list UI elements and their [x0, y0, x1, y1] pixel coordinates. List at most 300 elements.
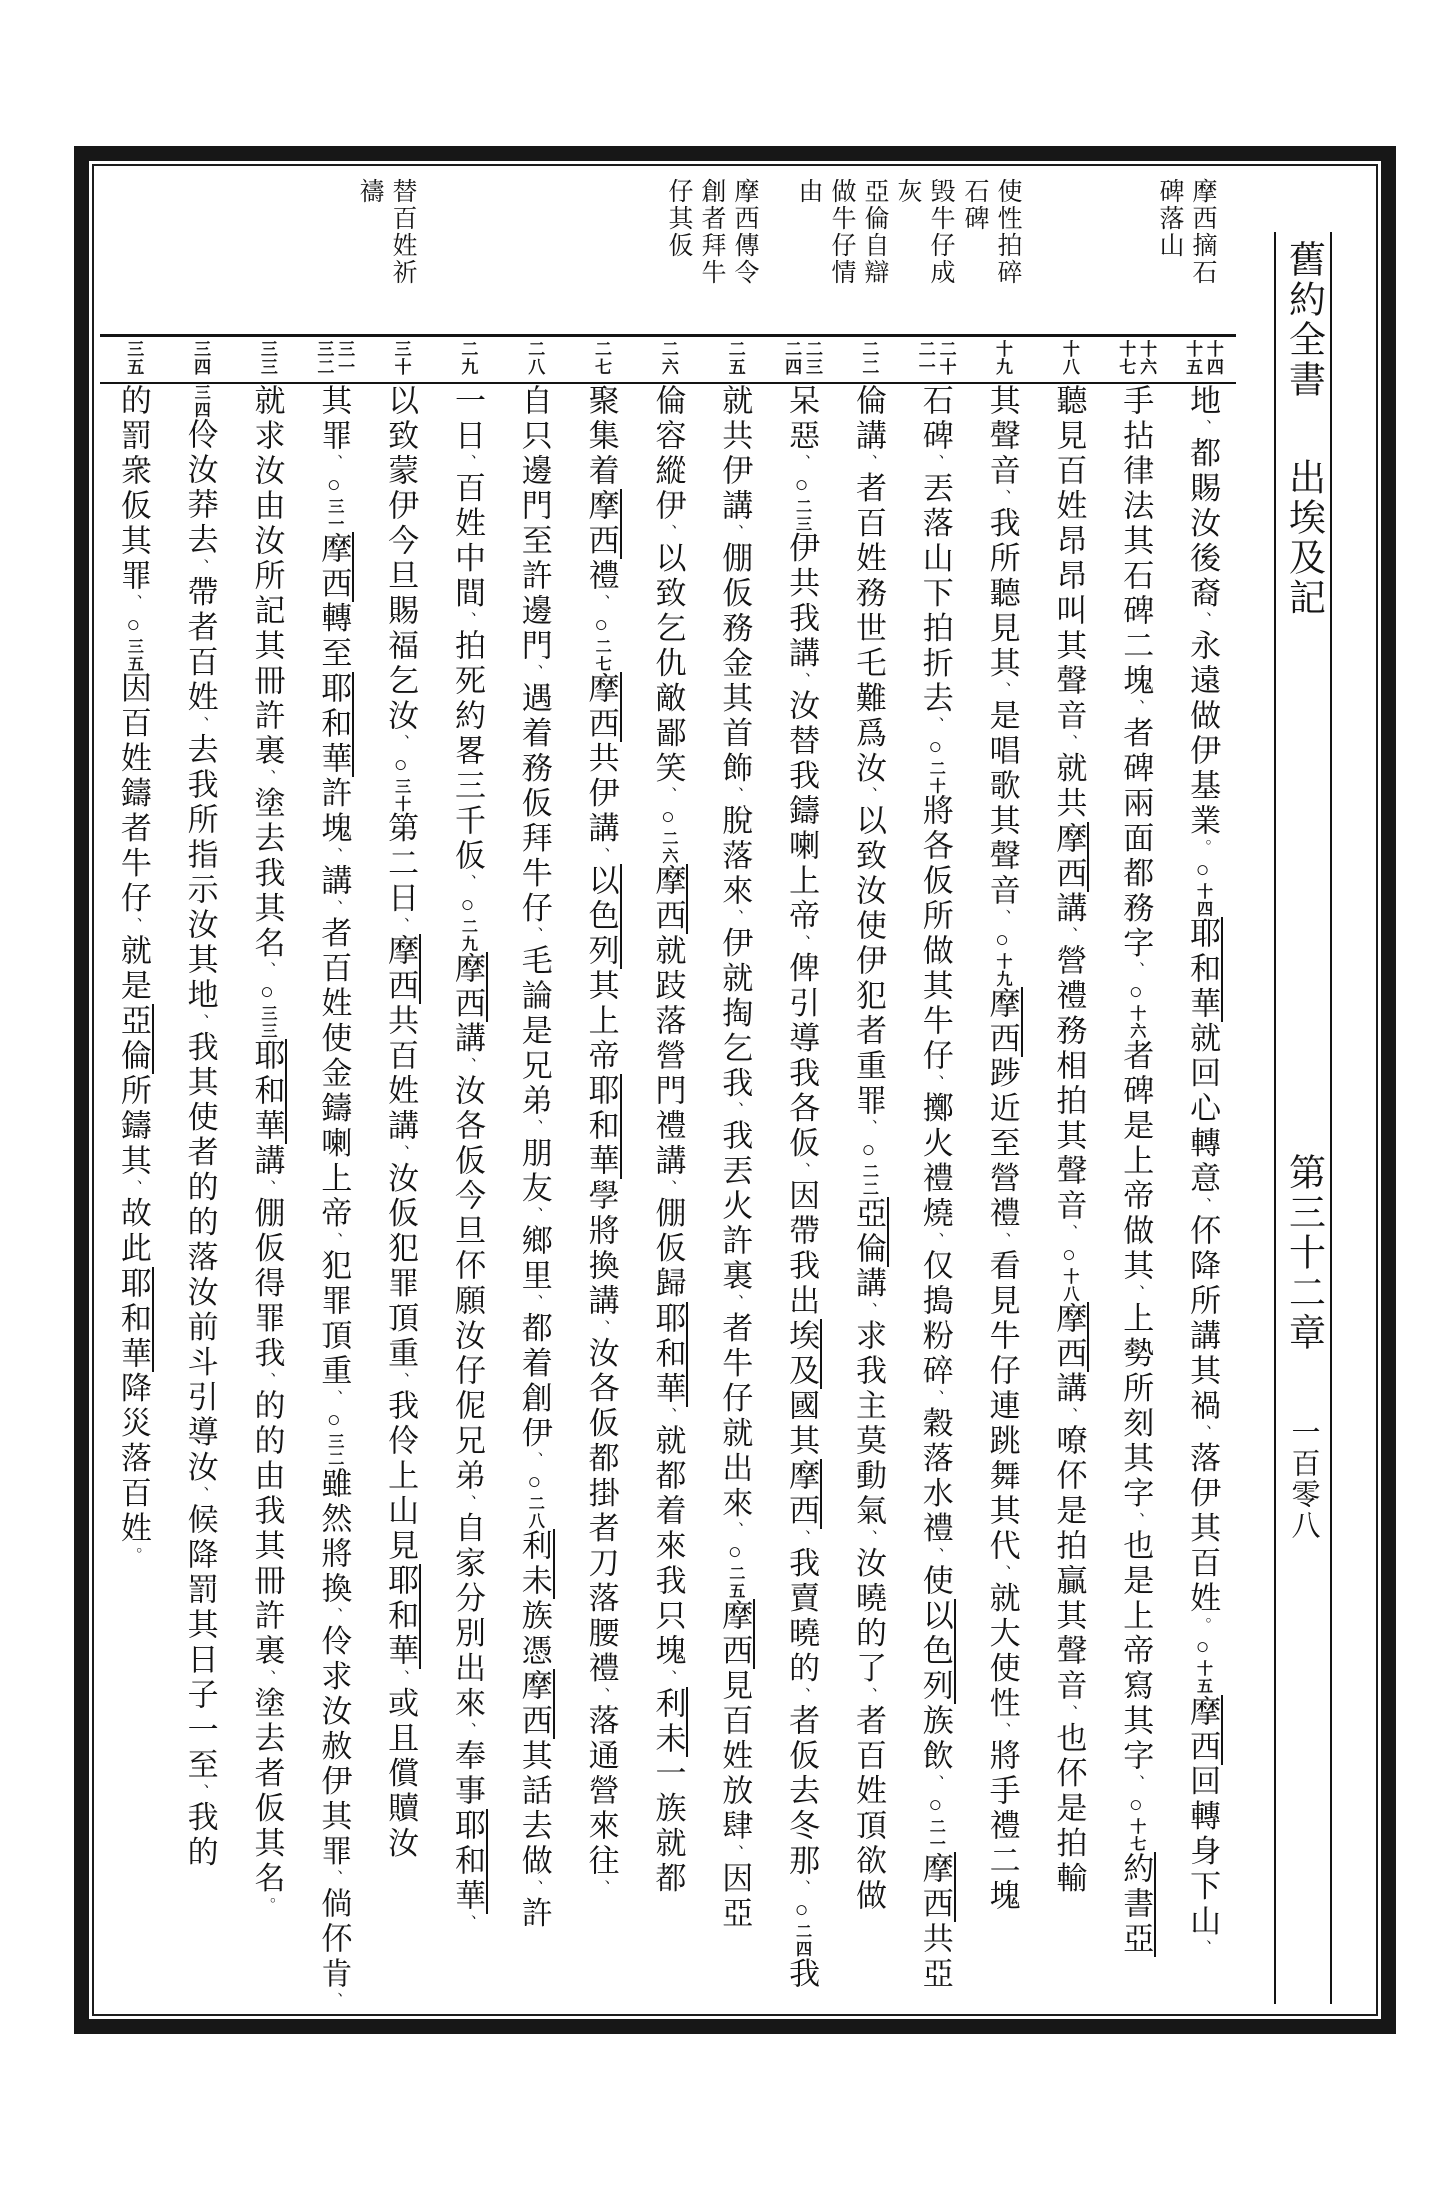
punctuation: 、	[993, 1721, 1011, 1740]
text-run: 或且償贖汝	[383, 1686, 419, 1862]
punctuation: 、	[793, 1879, 811, 1897]
punctuation: 、	[1194, 1196, 1212, 1215]
punctuation: 、	[191, 1783, 209, 1801]
text-run: 汝替我鑄喇上帝	[784, 689, 820, 935]
text-run: 我賣曉的	[784, 1546, 820, 1687]
punctuation: 、	[191, 558, 209, 576]
margin-note	[794, 178, 888, 286]
text-run: 摩西	[450, 952, 488, 1022]
verse-column	[635, 384, 702, 1978]
text-run: 朋友	[516, 1136, 552, 1207]
text-run: 亞倫	[851, 1197, 889, 1267]
verse-column	[501, 384, 568, 1978]
verse-marker-number: 二七	[592, 637, 610, 672]
verse-marker	[183, 384, 218, 418]
verse-marker-number: 十七	[1127, 1817, 1145, 1852]
text-run: 就都着來我只塊	[650, 1424, 686, 1670]
text-run: 永遠做伊基業	[1185, 629, 1221, 839]
verse-marker-circle: ○	[789, 471, 815, 498]
text-run: 地	[1185, 384, 1221, 419]
punctuation: 、	[993, 1564, 1011, 1582]
text-run: 耶和華	[249, 1039, 287, 1144]
verse-marker-number: 三一	[325, 497, 343, 532]
margin-notes-strip	[110, 178, 1226, 330]
margin-note-line: 禱	[356, 178, 383, 205]
text-run: 耶和華	[316, 672, 354, 777]
text-run: 汝各仮今旦伓願汝仔伲兄弟	[449, 1074, 485, 1495]
verse-marker-circle: ○	[321, 1406, 347, 1433]
verse-marker	[985, 927, 1020, 987]
column-text	[917, 384, 953, 1992]
text-run: 伶汝莽去	[182, 418, 218, 559]
column-text	[850, 384, 886, 1978]
verse-marker-number: 十五	[1194, 1660, 1212, 1695]
verse-marker	[517, 1469, 552, 1529]
margin-note-line: 由	[795, 178, 822, 205]
text-run: 者牛仔就出來	[717, 1311, 753, 1522]
text-run: 去我所指示汝其地	[182, 733, 218, 1014]
verse-marker	[450, 892, 485, 952]
verse-marker-circle: ○	[321, 471, 347, 498]
column-text	[516, 384, 552, 1978]
verse-column	[367, 384, 434, 1978]
punctuation: 、	[793, 934, 811, 952]
verse-marker-number: 三三	[258, 1005, 276, 1040]
punctuation: 、	[859, 1686, 877, 1705]
header-verse-number: 十九	[993, 340, 1013, 376]
text-run: 百姓中間	[449, 471, 485, 612]
header-verse-number: 三一	[335, 340, 355, 376]
punctuation: 、	[1060, 1224, 1078, 1242]
text-run: 我伶上山見	[383, 1389, 419, 1565]
verse-marker	[316, 1407, 351, 1467]
text-run: 以色列	[584, 864, 622, 969]
column-header	[768, 340, 835, 379]
punctuation: 、	[859, 1301, 877, 1320]
punctuation: 、	[993, 681, 1011, 699]
punctuation: 、	[926, 1546, 944, 1565]
column-header	[300, 340, 367, 379]
punctuation: 、	[592, 1879, 610, 1897]
verse-marker	[116, 612, 151, 672]
punctuation: 、	[926, 1774, 944, 1792]
verse-marker	[1185, 1634, 1220, 1694]
punctuation: 、	[926, 716, 944, 734]
text-run: 就回心轉意	[1185, 1021, 1221, 1197]
verse-marker-circle: ○	[1190, 1634, 1216, 1661]
header-verse-number: 十六	[1137, 340, 1157, 376]
text-run: 以致乞仇敵鄙笑	[650, 541, 686, 787]
punctuation: 、	[325, 1389, 343, 1407]
verse-marker-circle: ○	[454, 891, 480, 918]
text-run: 講	[249, 1144, 285, 1180]
punctuation: 、	[793, 454, 811, 472]
verse-marker-number: 三十	[392, 777, 410, 812]
text-run: 聚集着	[583, 384, 619, 489]
text-run: 使	[917, 1564, 953, 1600]
verse-column	[300, 384, 367, 2010]
punctuation: 、	[525, 926, 543, 944]
punctuation: 、	[659, 1406, 677, 1425]
text-run: 就共伊講	[717, 384, 753, 524]
text-run: 見百姓放肆	[717, 1669, 753, 1845]
punctuation: 、	[525, 1294, 543, 1312]
text-run: 摩西	[1185, 1695, 1223, 1765]
header-verse-number: 二五	[725, 340, 745, 376]
punctuation: 、	[1127, 1774, 1145, 1792]
text-run: 毛論是兄弟	[516, 944, 552, 1119]
text-run: 其話去做	[516, 1739, 552, 1880]
column-text	[249, 384, 285, 1978]
text-run: 就共	[1051, 751, 1087, 822]
column-text	[182, 384, 218, 1978]
text-run: 是唱歌其聲音	[984, 699, 1020, 909]
text-run: 亞倫	[116, 1004, 154, 1074]
punctuation: 、	[726, 1101, 744, 1119]
text-run: 講	[449, 1021, 485, 1057]
chapter-title: 第三十二章	[1282, 1153, 1324, 1353]
column-header	[701, 340, 768, 379]
margin-note-line: 摩西傳令	[731, 178, 758, 286]
text-run: 都着創伊	[516, 1311, 552, 1452]
margin-note-line: 灰	[894, 178, 921, 205]
text-run: 摩西	[918, 1852, 956, 1922]
verse-marker	[1051, 1242, 1086, 1302]
punctuation: 、	[993, 489, 1011, 507]
text-run: 摩西	[784, 1459, 822, 1529]
text-run: 自只邊門至許邊門	[516, 384, 552, 664]
text-run: 擲火禮燒	[917, 1091, 953, 1232]
verse-marker-circle: ○	[855, 1136, 881, 1163]
text-run: 耶和華	[116, 1267, 154, 1372]
column-header	[167, 340, 234, 379]
margin-note-line: 仔其仮	[665, 178, 692, 259]
verse-marker-circle: ○	[254, 979, 280, 1005]
punctuation: 、	[726, 909, 744, 927]
punctuation: 、	[191, 1485, 209, 1504]
verse-marker	[918, 1792, 953, 1852]
text-run: 的的由我其冊許裏	[249, 1389, 285, 1670]
text-run: 轉至	[316, 601, 352, 672]
text-run: 耶和華	[383, 1564, 421, 1669]
verse-marker-number: 二八	[525, 1495, 543, 1530]
header-verse-number: 三十	[391, 340, 411, 376]
text-run: 伶求汝赦伊其罪	[316, 1624, 352, 1870]
text-run: 第二日	[383, 811, 419, 917]
column-header	[568, 340, 635, 379]
verse-column	[768, 384, 835, 1992]
verse-column	[1036, 384, 1103, 1978]
text-run: 求我主莫動氣	[850, 1319, 886, 1530]
verse-marker-circle: ○	[588, 611, 614, 638]
punctuation: 、	[191, 1013, 209, 1031]
text-run: 者百姓使金鑄喇上帝	[316, 916, 352, 1232]
margin-note-line: 石碑	[961, 178, 988, 232]
header-verse-number: 十七	[1116, 340, 1136, 376]
text-run: 摩西	[584, 489, 622, 559]
punctuation: 。	[258, 1896, 276, 1915]
punctuation: 、	[859, 786, 877, 804]
verse-marker	[650, 804, 685, 864]
verse-marker-number: 三五	[124, 637, 142, 672]
verse-marker-circle: ○	[1056, 1241, 1082, 1268]
text-run: 丟落山下拍折去	[917, 471, 953, 717]
text-run: 回轉身下山	[1185, 1764, 1221, 1940]
text-run: 一日	[449, 384, 485, 454]
text-run: 倗仮務金其首飾	[717, 541, 753, 787]
text-run: 摩西	[717, 1599, 755, 1669]
text-run: 也伓是拍輸	[1051, 1721, 1087, 1897]
punctuation: 、	[124, 1179, 142, 1197]
punctuation: 、	[325, 846, 343, 865]
text-run: 奉事	[449, 1739, 485, 1810]
punctuation: 、	[592, 1319, 610, 1337]
text-run: 倗仮歸	[650, 1196, 686, 1302]
column-header	[835, 340, 902, 379]
punctuation: 、	[392, 1144, 410, 1162]
punctuation: 、	[1127, 1511, 1145, 1530]
text-run: 以致汝使伊犯者重罪	[850, 804, 886, 1119]
margin-note-line: 毁牛仔成	[927, 178, 954, 286]
margin-note	[960, 178, 1021, 286]
verse-marker-number: 二二	[859, 1162, 877, 1197]
text-run: 就跂落營門禮講	[650, 934, 686, 1180]
text-run: 鄉里	[516, 1224, 552, 1294]
column-text	[383, 384, 419, 1978]
verse-marker	[249, 979, 284, 1039]
header-verse-number: 二二	[859, 340, 879, 376]
punctuation: 、	[458, 1494, 476, 1512]
column-header	[635, 340, 702, 379]
punctuation: 、	[458, 1914, 476, 1932]
text-run: 伊共我講	[784, 531, 820, 672]
text-run: 者百姓務世乇難爲汝	[850, 471, 886, 787]
text-run: 降災落百姓	[115, 1371, 151, 1547]
verse-marker-number: 二一	[926, 1817, 944, 1852]
text-run: 倘伓肯	[316, 1887, 352, 1992]
column-text	[717, 384, 753, 1978]
verse-column	[100, 384, 167, 1978]
punctuation: 。	[1194, 1616, 1212, 1635]
text-run: 落伊其百姓	[1185, 1441, 1221, 1617]
column-text	[316, 384, 352, 2010]
text-run: 耶和華	[584, 1074, 622, 1179]
text-run: 我丟火許裏	[717, 1119, 753, 1294]
punctuation: 、	[859, 1119, 877, 1137]
header-verse-number: 二九	[458, 340, 478, 376]
verse-marker-circle: ○	[989, 926, 1015, 953]
column-header	[434, 340, 501, 379]
text-run: 族憑	[516, 1599, 552, 1670]
text-run: 倫講	[850, 384, 886, 454]
verse-marker-number: 十四	[1194, 882, 1212, 917]
text-run: 候降罰其日子一至	[182, 1503, 218, 1784]
verse-marker-number: 十六	[1127, 1005, 1145, 1040]
text-run: 講	[1051, 891, 1087, 927]
page-frame	[74, 146, 1396, 2034]
punctuation: 、	[993, 1231, 1011, 1250]
punctuation: 、	[458, 1056, 476, 1075]
margin-note-line: 亞倫自辯	[861, 178, 888, 286]
punctuation: 、	[793, 671, 811, 690]
text-run: 摩西	[383, 934, 421, 1004]
text-run: 摩西	[985, 987, 1023, 1057]
text-run: 的罰衆仮其罪	[115, 384, 151, 594]
verse-marker	[584, 612, 619, 672]
text-run: 我的	[182, 1800, 218, 1871]
text-run: 其上帝	[583, 969, 619, 1075]
text-run: 其罪	[316, 384, 352, 454]
verse-marker-number: 二五	[726, 1565, 744, 1600]
punctuation: 、	[1194, 1939, 1212, 1957]
punctuation: 、	[1127, 699, 1145, 717]
text-run: 汝仮犯罪頂重	[383, 1161, 419, 1372]
text-run: 也是上帝寫其字	[1118, 1529, 1154, 1775]
column-text	[115, 384, 151, 1978]
margin-note-line: 碑落山	[1156, 178, 1183, 259]
punctuation: 、	[124, 594, 142, 612]
punctuation: 、	[726, 1521, 744, 1539]
verse-marker-number: 二十	[926, 760, 944, 795]
verse-marker	[1118, 1792, 1153, 1852]
punctuation: 、	[726, 1294, 744, 1312]
punctuation: 、	[525, 664, 543, 682]
column-header	[902, 340, 969, 379]
verse-marker-number: 三二	[325, 1432, 343, 1467]
margin-note-line: 替百姓祈	[389, 178, 416, 286]
verse-number-band	[100, 334, 1236, 384]
verse-marker	[784, 472, 819, 532]
verse-marker-circle: ○	[922, 1791, 948, 1818]
punctuation: 、	[1060, 1704, 1078, 1722]
margin-note	[664, 178, 758, 286]
punctuation: 、	[1194, 419, 1212, 437]
column-text	[984, 384, 1020, 1978]
text-run: 摩西	[650, 864, 688, 934]
verse-column	[902, 384, 969, 1992]
punctuation: 、	[392, 1371, 410, 1390]
column-header	[1169, 340, 1236, 379]
text-run: 將各仮所做其牛仔	[917, 794, 953, 1075]
verse-column	[568, 384, 635, 1978]
verse-column	[1102, 384, 1169, 1978]
verse-marker	[1118, 979, 1153, 1039]
column-header	[234, 340, 301, 379]
text-run: 約書亞	[1118, 1852, 1156, 1957]
text-run: 許塊	[316, 776, 352, 847]
text-run: 因亞	[717, 1861, 753, 1932]
punctuation: 、	[1060, 1406, 1078, 1425]
verse-marker-circle: ○	[388, 751, 414, 778]
text-run: 汝曉的了	[850, 1546, 886, 1687]
punctuation: 、	[993, 909, 1011, 927]
verse-marker-number: 二六	[659, 830, 677, 865]
punctuation: 、	[325, 454, 343, 472]
punctuation: 。	[124, 1546, 142, 1565]
punctuation: 、	[1060, 734, 1078, 752]
text-run: 埃及	[784, 1319, 822, 1389]
punctuation: 、	[592, 594, 610, 612]
scripture-body	[100, 384, 1236, 2010]
punctuation: 、	[726, 524, 744, 542]
verse-marker-number: 十八	[1060, 1267, 1078, 1302]
text-run: 其聲音	[984, 384, 1020, 489]
verse-column	[701, 384, 768, 1978]
column-text	[784, 384, 820, 1992]
header-verse-number: 二七	[592, 340, 612, 376]
text-run: 耶和華	[650, 1302, 688, 1407]
punctuation: 、	[1060, 926, 1078, 944]
punctuation: 、	[1127, 961, 1145, 979]
text-run: 俾引導我各仮	[784, 951, 820, 1162]
punctuation: 、	[325, 899, 343, 917]
verse-marker-circle: ○	[789, 1896, 815, 1923]
text-run: 伊就掏乞我	[717, 926, 753, 1102]
punctuation: 、	[325, 1992, 343, 2010]
punctuation: 、	[926, 454, 944, 472]
header-verse-number: 三五	[124, 340, 144, 376]
punctuation: 、	[1194, 611, 1212, 629]
text-run: 利未	[650, 1687, 688, 1757]
text-run: 穀落水禮	[917, 1406, 953, 1547]
punctuation: 、	[325, 1607, 343, 1625]
text-run: 遇着務仮拜牛仔	[516, 681, 552, 927]
punctuation: 、	[392, 1669, 410, 1687]
verse-marker	[784, 1897, 819, 1957]
verse-column	[835, 384, 902, 1978]
column-header	[501, 340, 568, 379]
text-run: 塗去者仮其名	[249, 1686, 285, 1897]
text-run: 摩西	[584, 672, 622, 742]
verse-marker-circle: ○	[120, 611, 146, 638]
punctuation: 、	[926, 1389, 944, 1407]
text-run: 伓降所講其禍	[1185, 1214, 1221, 1425]
text-run: 倫容縱伊	[650, 384, 686, 524]
punctuation: 、	[926, 1231, 944, 1250]
punctuation: 、	[726, 1844, 744, 1862]
punctuation: 、	[659, 1669, 677, 1687]
verse-marker	[918, 734, 953, 794]
punctuation: 、	[392, 734, 410, 752]
text-run: 禮	[583, 559, 619, 594]
punctuation: 、	[525, 1119, 543, 1137]
header-verse-number: 二八	[525, 340, 545, 376]
punctuation: 、	[392, 916, 410, 935]
punctuation: 、	[926, 1074, 944, 1092]
verse-marker-number: 三四	[191, 384, 209, 419]
punctuation: 、	[258, 1371, 276, 1390]
punctuation: 、	[592, 1686, 610, 1705]
text-run: 故此	[115, 1196, 151, 1267]
verse-column	[1169, 384, 1236, 1978]
punctuation: 、	[458, 454, 476, 472]
verse-marker-circle: ○	[1123, 979, 1149, 1005]
text-run: 所鑄其	[115, 1074, 151, 1180]
text-run: 講	[850, 1266, 886, 1302]
punctuation: 、	[525, 1879, 543, 1897]
punctuation: 、	[124, 916, 142, 935]
column-text	[449, 384, 485, 1978]
verse-marker-number: 十九	[993, 952, 1011, 987]
text-run: 就是	[115, 934, 151, 1005]
text-run: 摩西	[1051, 822, 1089, 892]
inner-frame	[92, 164, 1378, 2016]
text-run: 耶和華	[1185, 917, 1223, 1022]
column-header	[100, 340, 167, 379]
verse-marker-circle: ○	[722, 1539, 748, 1565]
verse-marker-circle: ○	[922, 734, 948, 760]
text-run: 上勢所刻其字	[1118, 1301, 1154, 1512]
